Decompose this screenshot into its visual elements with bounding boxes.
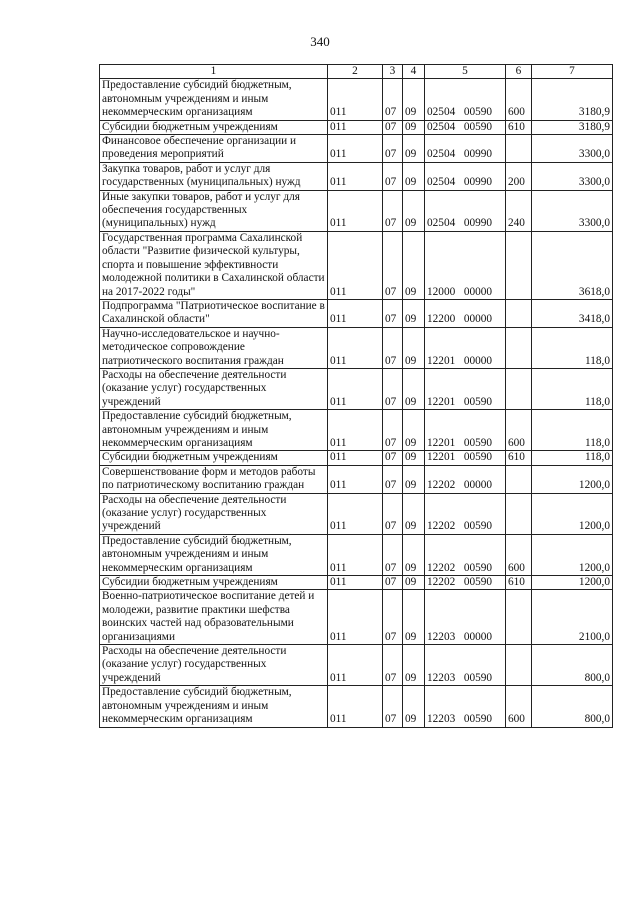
section-code: 07 [383,79,403,120]
subsection-code: 09 [403,327,425,368]
table-row [100,327,613,368]
row-name: Иные закупки товаров, работ и услуг для обеспечения государственных (муниципальных) нужд [100,190,328,231]
row-name: Предоставление субсидий бюджетным, автономным учреждениям и иным некоммерческим организациям [100,79,328,120]
target-article-program: 12203 [427,630,456,643]
target-article-program: 12203 [427,713,456,726]
table-row [100,135,613,163]
target-article-direction: 00590 [463,106,493,119]
amount: 118,0 [532,368,613,409]
expense-type-code: 240 [506,190,532,231]
subsection-code: 09 [403,534,425,575]
target-article-code [425,79,506,120]
target-article-direction: 00990 [463,176,493,189]
target-article-program: 02504 [427,120,456,133]
row-name: Субсидии бюджетным учреждениям [100,120,328,134]
subsection-code: 09 [403,162,425,190]
target-article-code [425,590,506,645]
table-row [100,493,613,534]
row-name: Подпрограмма "Патриотическое воспитание в Сахалинской области" [100,299,328,327]
row-name: Финансовое обеспечение организации и проведения мероприятий [100,135,328,163]
row-name: Предоставление субсидий бюджетным, автономным учреждениям и иным некоммерческим организациям [100,534,328,575]
section-code: 07 [383,327,403,368]
target-article-direction: 00590 [463,713,493,726]
section-code: 07 [383,645,403,686]
subsection-code: 09 [403,645,425,686]
target-article-code [425,135,506,163]
expense-type-code: 600 [506,686,532,727]
amount: 118,0 [532,327,613,368]
ministry-code: 011 [328,410,383,451]
target-article-direction: 00590 [463,436,493,449]
amount: 800,0 [532,686,613,727]
amount: 118,0 [532,451,613,465]
ministry-code: 011 [328,162,383,190]
target-article-program: 12201 [427,436,456,449]
amount: 1200,0 [532,465,613,493]
target-article-program: 12202 [427,479,456,492]
section-code: 07 [383,162,403,190]
subsection-code: 09 [403,79,425,120]
subsection-code: 09 [403,368,425,409]
target-article-direction: 00990 [463,217,493,230]
target-article-code [425,451,506,465]
subsection-code: 09 [403,231,425,299]
amount: 1200,0 [532,534,613,575]
table-row [100,368,613,409]
expense-type-code [506,590,532,645]
amount: 3300,0 [532,162,613,190]
amount: 3618,0 [532,231,613,299]
row-name: Предоставление субсидий бюджетным, автономным учреждениям и иным некоммерческим организациям [100,686,328,727]
section-code: 07 [383,368,403,409]
expense-type-code: 610 [506,120,532,134]
ministry-code: 011 [328,79,383,120]
ministry-code: 011 [328,493,383,534]
row-name: Предоставление субсидий бюджетным, автономным учреждениям и иным некоммерческим организациям [100,410,328,451]
page-number: 340 [310,34,330,49]
subsection-code: 09 [403,299,425,327]
subsection-code: 09 [403,410,425,451]
ministry-code: 011 [328,465,383,493]
amount: 3418,0 [532,299,613,327]
target-article-direction: 00590 [463,395,493,408]
table-row [100,590,613,645]
row-name: Военно-патриотическое воспитание детей и молодежи, развитие практики шефства воинских частей над образовательными организациями [100,590,328,645]
target-article-program: 02504 [427,148,456,161]
section-code: 07 [383,451,403,465]
target-article-direction: 00990 [463,148,493,161]
expense-type-code [506,327,532,368]
target-article-code [425,231,506,299]
target-article-program: 12202 [427,576,456,589]
table-row [100,410,613,451]
ministry-code: 011 [328,231,383,299]
target-article-direction: 00000 [463,354,493,367]
table-row [100,465,613,493]
expense-type-code [506,493,532,534]
subsection-code: 09 [403,190,425,231]
section-code: 07 [383,135,403,163]
target-article-program: 12201 [427,354,456,367]
expense-type-code [506,299,532,327]
expense-type-code: 200 [506,162,532,190]
target-article-direction: 00590 [463,120,493,133]
subsection-code: 09 [403,576,425,590]
expense-type-code: 610 [506,451,532,465]
section-code: 07 [383,686,403,727]
target-article-code [425,576,506,590]
expense-type-code: 600 [506,410,532,451]
header-row [100,65,613,79]
subsection-code: 09 [403,465,425,493]
table-row [100,534,613,575]
target-article-direction: 00000 [463,285,493,298]
table-row [100,451,613,465]
ministry-code: 011 [328,645,383,686]
header-cell: 7 [532,65,613,79]
amount: 1200,0 [532,493,613,534]
amount: 800,0 [532,645,613,686]
header-cell: 3 [383,65,403,79]
target-article-code [425,327,506,368]
target-article-program: 12203 [427,671,456,684]
budget-table [99,64,613,728]
ministry-code: 011 [328,576,383,590]
ministry-code: 011 [328,299,383,327]
section-code: 07 [383,493,403,534]
target-article-program: 12201 [427,395,456,408]
table-row [100,231,613,299]
amount: 3180,9 [532,79,613,120]
target-article-direction: 00000 [463,630,493,643]
target-article-code [425,410,506,451]
header-cell: 6 [506,65,532,79]
section-code: 07 [383,465,403,493]
target-article-program: 12202 [427,520,456,533]
amount: 1200,0 [532,576,613,590]
row-name: Расходы на обеспечение деятельности (оказание услуг) государственных учреждений [100,368,328,409]
table-row [100,120,613,134]
table-row [100,190,613,231]
row-name: Закупка товаров, работ и услуг для государственных (муниципальных) нужд [100,162,328,190]
table-row [100,576,613,590]
subsection-code: 09 [403,686,425,727]
amount: 3300,0 [532,190,613,231]
target-article-direction: 00000 [463,479,493,492]
ministry-code: 011 [328,120,383,134]
target-article-direction: 00590 [463,671,493,684]
section-code: 07 [383,231,403,299]
subsection-code: 09 [403,135,425,163]
target-article-program: 02504 [427,176,456,189]
row-name: Субсидии бюджетным учреждениям [100,451,328,465]
ministry-code: 011 [328,534,383,575]
target-article-program: 02504 [427,106,456,119]
row-name: Государственная программа Сахалинской области "Развитие физической культуры, спорта и повышение эффективности молодежной политики в Сахалинской области на 2017-2022 годы" [100,231,328,299]
target-article-code [425,368,506,409]
amount: 2100,0 [532,590,613,645]
target-article-code [425,299,506,327]
table-row [100,686,613,727]
target-article-code [425,162,506,190]
subsection-code: 09 [403,120,425,134]
expense-type-code [506,465,532,493]
section-code: 07 [383,120,403,134]
subsection-code: 09 [403,493,425,534]
subsection-code: 09 [403,590,425,645]
expense-type-code: 610 [506,576,532,590]
target-article-code [425,465,506,493]
target-article-direction: 00000 [463,313,493,326]
target-article-code [425,493,506,534]
section-code: 07 [383,299,403,327]
target-article-direction: 00590 [463,520,493,533]
ministry-code: 011 [328,590,383,645]
target-article-program: 12202 [427,561,456,574]
ministry-code: 011 [328,135,383,163]
ministry-code: 011 [328,190,383,231]
section-code: 07 [383,590,403,645]
amount: 3300,0 [532,135,613,163]
target-article-direction: 00590 [463,561,493,574]
ministry-code: 011 [328,451,383,465]
target-article-direction: 00590 [463,576,493,589]
section-code: 07 [383,534,403,575]
target-article-code [425,534,506,575]
section-code: 07 [383,410,403,451]
row-name: Расходы на обеспечение деятельности (оказание услуг) государственных учреждений [100,645,328,686]
row-name: Научно-исследовательское и научно-методическое сопровождение патриотического воспитания граждан [100,327,328,368]
target-article-code [425,190,506,231]
table-row [100,645,613,686]
section-code: 07 [383,190,403,231]
header-cell: 4 [403,65,425,79]
table-row [100,79,613,120]
ministry-code: 011 [328,368,383,409]
target-article-program: 12200 [427,313,456,326]
target-article-code [425,645,506,686]
expense-type-code [506,368,532,409]
header-cell: 1 [100,65,328,79]
row-name: Совершенствование форм и методов работы по патриотическому воспитанию граждан [100,465,328,493]
target-article-code [425,686,506,727]
header-cell: 5 [425,65,506,79]
expense-type-code [506,135,532,163]
ministry-code: 011 [328,686,383,727]
expense-type-code [506,231,532,299]
expense-type-code [506,645,532,686]
amount: 3180,9 [532,120,613,134]
target-article-program: 02504 [427,217,456,230]
expense-type-code: 600 [506,79,532,120]
row-name: Расходы на обеспечение деятельности (оказание услуг) государственных учреждений [100,493,328,534]
table-row [100,299,613,327]
table-row [100,162,613,190]
header-cell: 2 [328,65,383,79]
section-code: 07 [383,576,403,590]
target-article-program: 12201 [427,451,456,464]
target-article-program: 12000 [427,285,456,298]
expense-type-code: 600 [506,534,532,575]
subsection-code: 09 [403,451,425,465]
target-article-direction: 00590 [463,451,493,464]
row-name: Субсидии бюджетным учреждениям [100,576,328,590]
amount: 118,0 [532,410,613,451]
target-article-code [425,120,506,134]
ministry-code: 011 [328,327,383,368]
